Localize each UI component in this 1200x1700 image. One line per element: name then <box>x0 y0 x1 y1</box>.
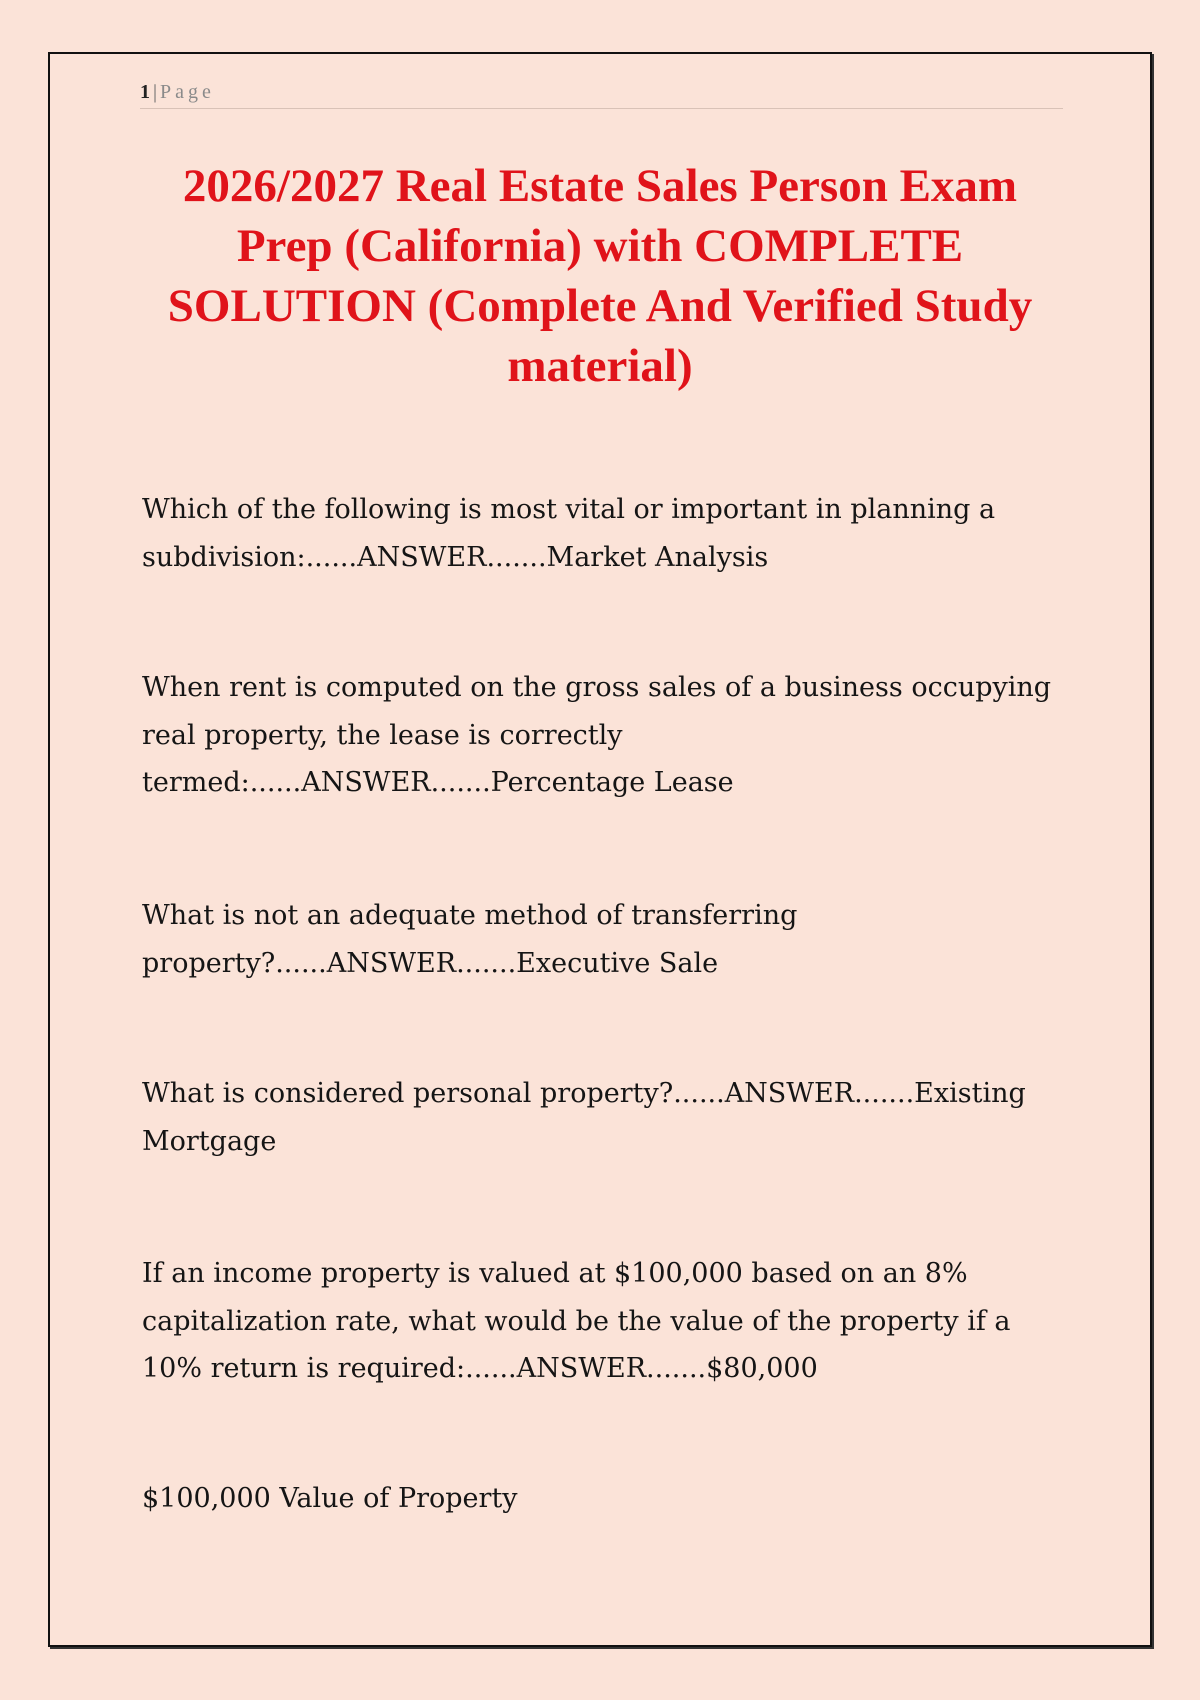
qa-paragraph: Which of the following is most vital or important in planning a subdivision:......ANSWER.......Market Analysis <box>142 494 996 573</box>
qa-paragraph: If an income property is valued at $100,000 based on an 8% capitalization rate, what would be the value of the property if a 10% return is required:......ANSWER.......$80,000 <box>142 1258 1011 1384</box>
page-header <box>140 78 1063 109</box>
qa-paragraph: $100,000 Value of Property <box>142 1483 518 1514</box>
page-number: 1 <box>140 81 150 103</box>
qa-paragraph: What is considered personal property?......ANSWER.......Existing Mortgage <box>142 1078 1026 1157</box>
qa-paragraph: What is not an adequate method of transferring property?......ANSWER.......Executive Sale <box>142 900 798 979</box>
page-label: Page <box>160 81 215 103</box>
page-header-separator: | <box>153 81 158 103</box>
qa-paragraph: When rent is computed on the gross sales of a business occupying real property, the lease is correctly termed:......ANSWER.......Percentage Lease <box>142 672 1052 798</box>
document-title: 2026/2027 Real Estate Sales Person Exam Prep (California) with COMPLETE SOLUTION (Complete And Verified Study material) <box>167 160 1033 392</box>
